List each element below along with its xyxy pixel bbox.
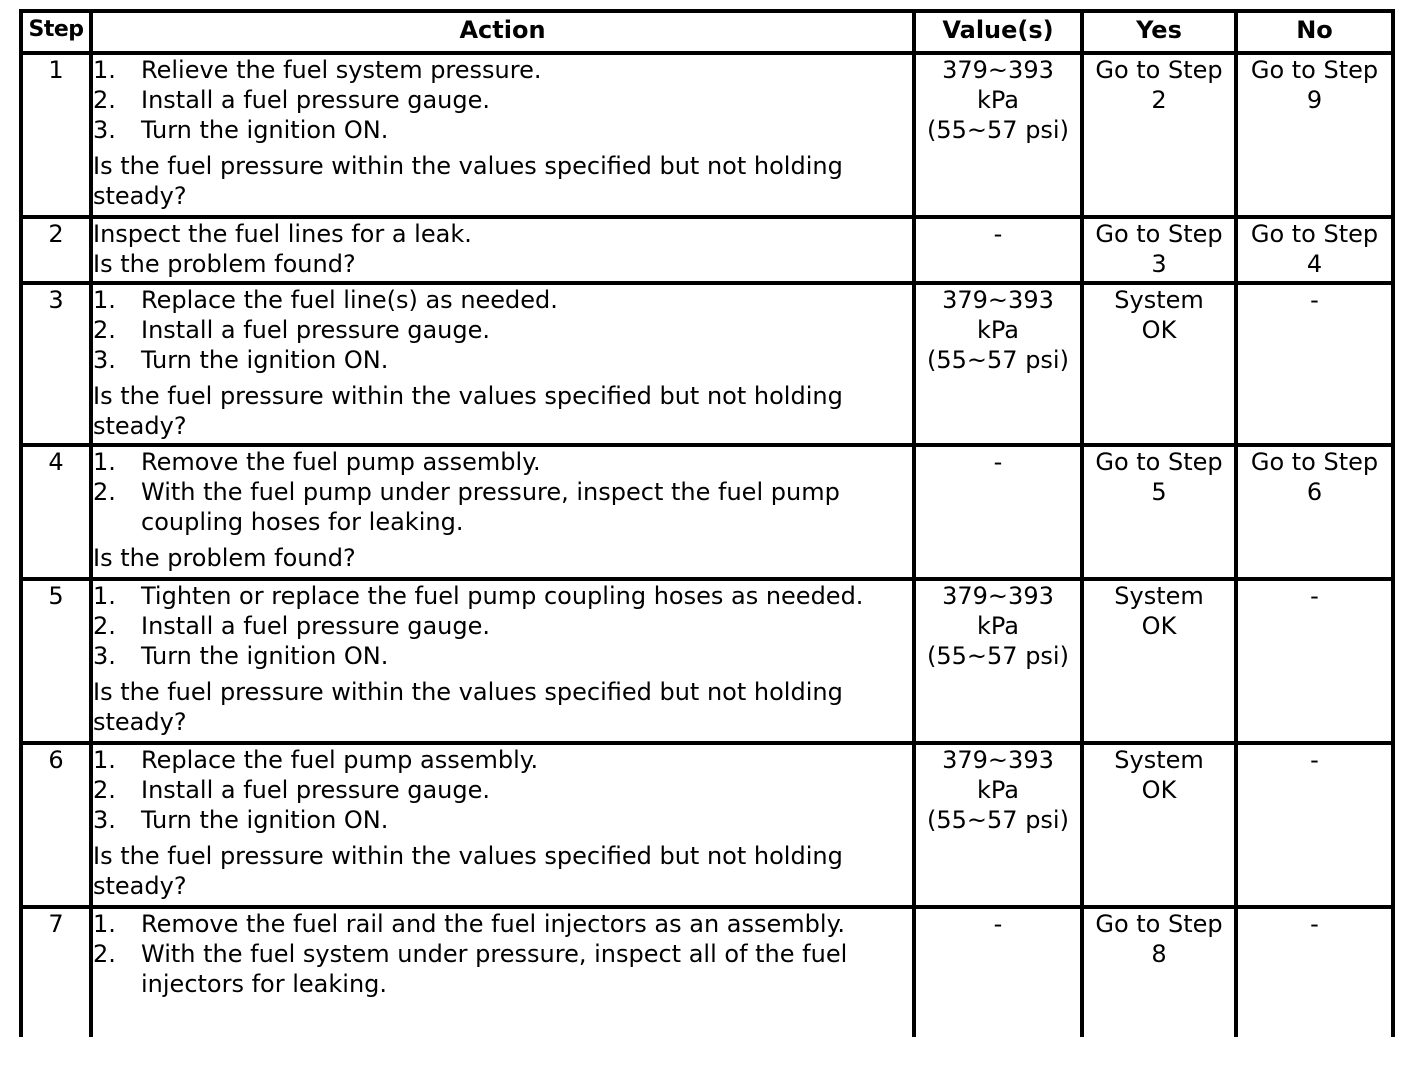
action-question: Is the fuel pressure within the values specified but not holding steady? [93,152,843,210]
action-list [93,285,912,375]
action-question: Is the problem found? [93,250,356,278]
list-number: 2. [93,86,116,114]
no-cell [1236,217,1393,283]
list-number: 2. [93,612,116,640]
value-line: kPa [977,776,1019,804]
yes-cell [1082,579,1236,743]
step-number: 4 [21,445,91,579]
action-question: Is the fuel pressure within the values specified but not holding steady? [93,842,843,900]
value-cell [914,907,1082,1037]
header-no: No [1236,11,1393,53]
action-list [93,909,912,999]
list-text: Install a fuel pressure gauge. [141,316,491,344]
value-line: (55~57 psi) [927,642,1069,670]
step-number: 1 [21,53,91,217]
yes-line: System [1114,286,1204,314]
yes-cell [1082,283,1236,445]
no-line: - [1310,910,1319,938]
list-text: Install a fuel pressure gauge. [141,86,491,114]
action-cell [91,445,914,579]
value-line: - [993,448,1003,476]
yes-line: Go to Step [1095,448,1223,476]
step-number: 7 [21,907,91,1037]
yes-line: 2 [1151,86,1167,114]
header-values: Value(s) [914,11,1082,53]
yes-cell [1082,907,1236,1037]
list-number: 1. [93,286,116,314]
yes-line: System [1114,582,1204,610]
no-line: 6 [1306,478,1323,506]
list-number: 2. [93,316,116,344]
action-list-item [93,745,912,775]
step-number: 2 [21,217,91,283]
no-line: Go to Step [1250,56,1379,84]
action-list-item [93,581,912,611]
no-line: - [1310,746,1319,774]
value-cell [914,217,1082,283]
yes-line: 8 [1151,940,1167,968]
action-list-item [93,909,912,939]
list-text: Install a fuel pressure gauge. [141,612,491,640]
list-text: Replace the fuel pump assembly. [141,746,539,774]
yes-line: Go to Step [1095,910,1223,938]
header-row [21,11,1393,53]
value-cell [914,743,1082,907]
step-number: 3 [21,283,91,445]
value-cell [914,53,1082,217]
yes-line: 3 [1151,250,1167,278]
table-row [21,579,1393,743]
action-list-item [93,611,912,641]
action-list [93,745,912,835]
action-cell [91,743,914,907]
list-number: 3. [93,642,116,670]
yes-cell [1082,743,1236,907]
table-row [21,217,1393,283]
list-text: Relieve the fuel system pressure. [141,56,542,84]
action-list-item [93,447,912,477]
value-line: 379~393 [942,746,1054,774]
no-cell [1236,53,1393,217]
action-list-item [93,115,912,145]
yes-line: 5 [1151,478,1167,506]
table-row [21,907,1393,1037]
table-row [21,53,1393,217]
yes-line: Go to Step [1095,220,1223,248]
action-list-item [93,641,912,671]
list-number: 1. [93,746,116,774]
list-text: Remove the fuel pump assembly. [141,448,541,476]
no-line: Go to Step [1250,448,1379,476]
list-text: Turn the ignition ON. [141,642,389,670]
list-number: 2. [93,776,116,804]
no-cell [1236,907,1393,1037]
yes-line: OK [1141,316,1177,344]
value-line: 379~393 [942,56,1054,84]
value-line: kPa [977,316,1019,344]
action-cell [91,53,914,217]
header-step: Step [21,11,91,53]
list-number: 2. [93,478,116,506]
yes-cell [1082,53,1236,217]
list-text: Replace the fuel line(s) as needed. [141,286,558,314]
yes-line: OK [1141,612,1177,640]
action-list-item [93,805,912,835]
value-cell [914,283,1082,445]
value-line: - [993,220,1003,248]
no-line: - [1310,582,1319,610]
value-line: 379~393 [942,582,1054,610]
action-list-item [93,477,912,537]
list-number: 3. [93,806,116,834]
table-row [21,283,1393,445]
list-number: 1. [93,582,116,610]
action-list-item [93,345,912,375]
value-line: kPa [977,612,1019,640]
list-text: Tighten or replace the fuel pump coupling hoses as needed. [141,582,864,610]
no-line: 9 [1306,86,1323,114]
value-cell [914,445,1082,579]
no-cell [1236,579,1393,743]
value-line: (55~57 psi) [927,116,1069,144]
action-question: Is the fuel pressure within the values specified but not holding steady? [93,382,843,440]
yes-line: System [1114,746,1204,774]
no-cell [1236,743,1393,907]
list-text: Turn the ignition ON. [141,116,389,144]
value-line: kPa [977,86,1019,114]
value-line: (55~57 psi) [927,806,1069,834]
diagnostic-table [19,9,1395,1037]
value-line: - [993,910,1003,938]
action-list [93,581,912,671]
list-text: Remove the fuel rail and the fuel injectors as an assembly. [141,910,845,938]
step-number: 6 [21,743,91,907]
step-number: 5 [21,579,91,743]
action-question: Is the problem found? [93,544,356,572]
list-number: 1. [93,910,116,938]
list-number: 3. [93,116,116,144]
action-list-item [93,939,912,999]
list-number: 1. [93,56,116,84]
yes-cell [1082,217,1236,283]
header-action: Action [91,11,914,53]
action-cell [91,907,914,1037]
no-line: 4 [1306,250,1323,278]
list-text: Turn the ignition ON. [141,346,389,374]
table-row [21,743,1393,907]
action-cell [91,217,914,283]
action-list-item [93,315,912,345]
action-cell [91,283,914,445]
yes-cell [1082,445,1236,579]
list-number: 3. [93,346,116,374]
list-text: Install a fuel pressure gauge. [141,776,491,804]
no-cell [1236,283,1393,445]
list-number: 2. [93,940,116,968]
action-list-item [93,285,912,315]
list-text: With the fuel system under pressure, inspect all of the fuel injectors for leaking. [141,940,848,998]
list-text: Turn the ignition ON. [141,806,389,834]
value-cell [914,579,1082,743]
value-line: (55~57 psi) [927,346,1069,374]
list-text: With the fuel pump under pressure, inspect the fuel pump coupling hoses for leaking. [141,478,840,536]
action-list-item [93,55,912,85]
action-list [93,447,912,537]
table-row [21,445,1393,579]
no-line: Go to Step [1250,220,1379,248]
yes-line: OK [1141,776,1177,804]
action-instruction: Inspect the fuel lines for a leak. [93,220,472,248]
value-line: 379~393 [942,286,1054,314]
yes-line: Go to Step [1095,56,1223,84]
action-list [93,55,912,145]
action-question: Is the fuel pressure within the values specified but not holding steady? [93,678,843,736]
action-list-item [93,85,912,115]
no-line: - [1310,286,1319,314]
header-yes: Yes [1082,11,1236,53]
action-cell [91,579,914,743]
list-number: 1. [93,448,116,476]
action-list-item [93,775,912,805]
no-cell [1236,445,1393,579]
